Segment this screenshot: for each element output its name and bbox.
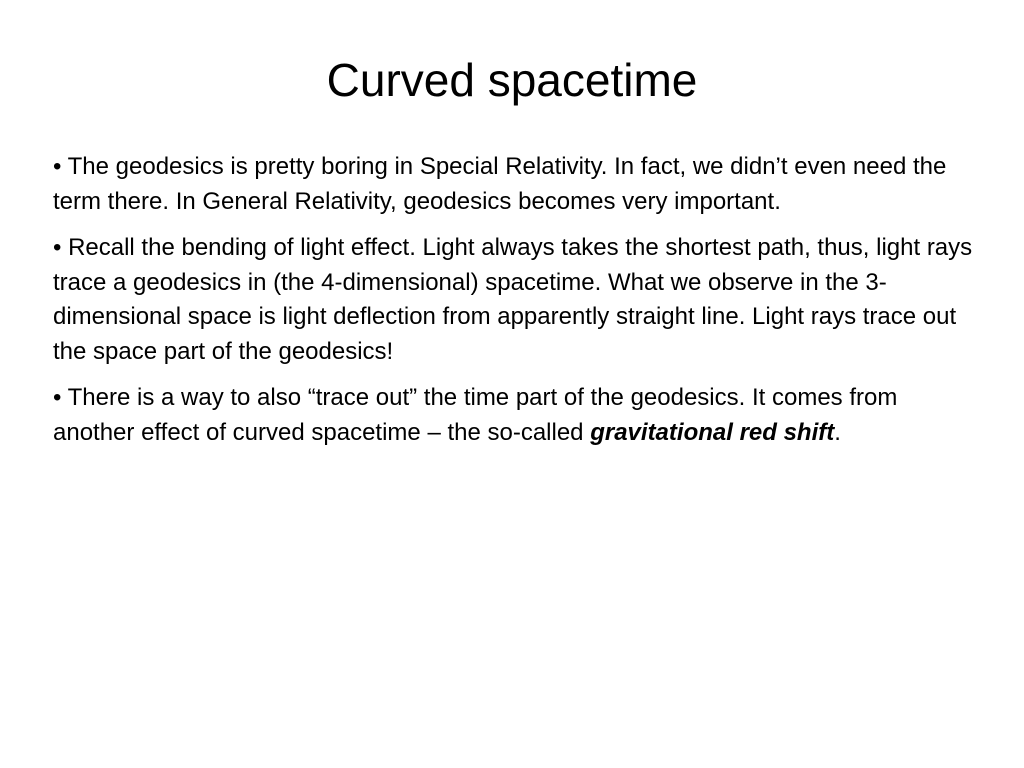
bullet-marker: • xyxy=(53,234,62,261)
bullet-item-bending-of-light xyxy=(53,231,983,369)
emphasized-term: gravitational red shift xyxy=(590,418,835,446)
bullet-marker: • xyxy=(53,384,62,411)
bullet-item-time-part-geodesics xyxy=(53,381,983,450)
slide-title: Curved spacetime xyxy=(326,54,698,106)
bullet-item-geodesics-special-relativity xyxy=(53,150,983,219)
bullet-text: There is a way to also “trace out” the time part of the geodesics. It comes from another effect of curved spacetime – the so-called xyxy=(53,384,898,446)
bullet-marker: • xyxy=(53,153,62,180)
bullet-text: Recall the bending of light effect. Light always takes the shortest path, thus, light rays trace a geodesics in (the 4-dimensional) spacetime. What we observe in the 3-dimensional space is light deflection from apparently straight line. Light rays trace out the space part of the geodesics! xyxy=(53,234,973,365)
bullet-text: The geodesics is pretty boring in Special Relativity. In fact, we didn’t even need the term there. In General Relativity, geodesics becomes very important. xyxy=(53,153,947,215)
bullet-list xyxy=(53,150,983,462)
bullet-suffix: . xyxy=(834,418,841,446)
